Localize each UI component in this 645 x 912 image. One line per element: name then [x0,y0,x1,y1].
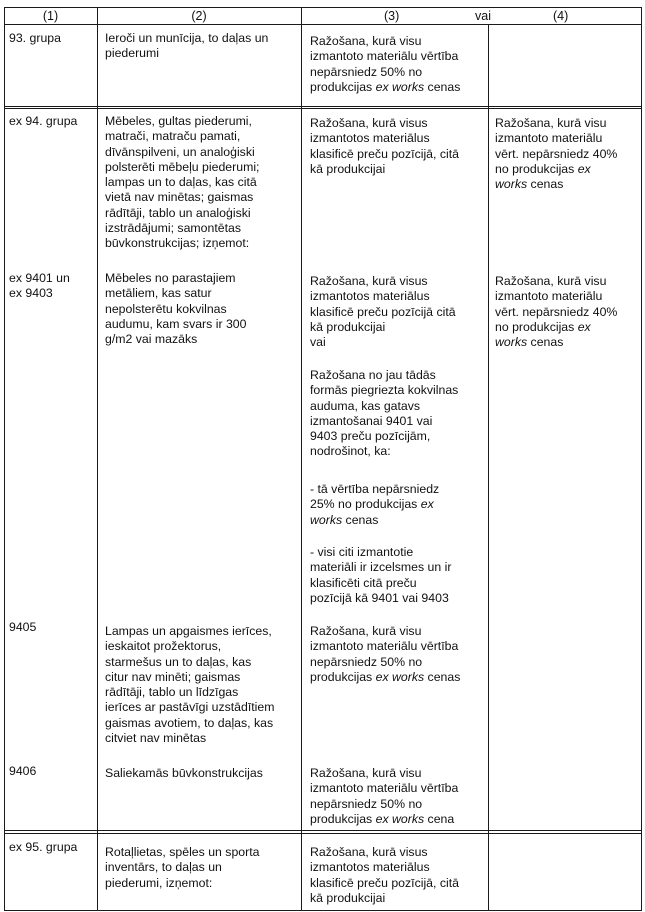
col-border-3-4 [488,24,489,911]
header-col-1: (1) [42,9,59,23]
rule-text-part: cenas [342,512,379,527]
row-code: 9406 [9,764,37,778]
rule-condition [310,482,486,528]
rule-text-part: - visi citi izmantotie materiāli ir izcelsmes un ir klasificēti citā preču pozīcijā kā 9401 vai 9403 [310,545,452,605]
rule-text [310,766,486,827]
alternative-rule-text [495,116,639,192]
col-border-2-3 [301,7,302,911]
rule-text [310,34,486,95]
row-description: Rotaļlietas, spēles un sporta inventārs, to daļas un piederumi, izņemot: [105,845,260,890]
row-code: 9405 [9,620,37,634]
rule-text-part: cena [424,811,455,826]
row-code: 93. grupa [9,31,61,45]
row-description: Mēbeles no parastajiem metāliem, kas satur nepolsterētu kokvilnas audumu, kam svars ir 300 g/m2 vai mazāks [105,271,247,347]
row-separator [4,833,642,834]
col-border-right [641,7,642,911]
row-code: ex 94. grupa [9,114,78,128]
rule-text-italic: ex works [495,319,591,350]
alternative-rule-text [495,274,639,350]
rule-text-italic: ex works [375,669,425,684]
col-border-1-2 [97,7,98,911]
rule-text [310,368,486,460]
header-col-4: (4) [553,9,569,23]
rule-condition [310,545,486,606]
row-separator [4,106,642,107]
rule-text-part: cenas [424,79,461,94]
row-code: ex 95. grupa [9,840,78,854]
rule-text-part: cenas [527,335,564,350]
rule-text-part: Ražošana, kurā visu izmantoto materiālu vērtība nepārsniedz 50% no produkcijas [310,766,459,826]
header-vai: vai [475,9,491,23]
header-col-2: (2) [191,9,207,23]
row-description: Mēbeles, gultas piederumi, matrači, matraču pamati, dīvānspilveni, un analoģiski polsterēti mēbeļu piederumi; lampas un to daļas, kas citā vietā nav minētas; gaismas rādītāji, tablo un analoģiski izstrādājumi; samontētas būvkonstrukcijas; izņemot: [105,114,260,251]
header-col-3: (3) [384,9,400,23]
rule-text-italic: ex works [375,79,425,94]
rule-text [310,116,486,177]
row-description: Ieroči un munīcija, to daļas un piederumi [105,31,269,61]
rule-text-part: cenas [424,669,461,684]
rule-text-part: Ražošana, kurā visu izmantoto materiālu vērtība nepārsniedz 50% no produkcijas [310,624,459,684]
rule-text-part: cenas [527,177,564,192]
rule-text-part: Ražošana, kurā visu izmantoto materiālu vērt. nepārsniedz 40% no produkcijas [495,116,618,176]
row-code: ex 9401 un ex 9403 [9,271,70,301]
table-bottom-border [4,910,642,911]
rule-text-part: - tā vērtība nepārsniedz 25% no produkcijas [310,482,440,512]
rule-text-part: Ražošana, kurā visu izmantoto materiālu vērt. nepārsniedz 40% no produkcijas [495,274,618,334]
header-bottom-border [4,24,642,25]
row-description: Saliekamās būvkonstrukcijas [105,766,263,780]
rule-text [310,274,486,350]
row-description: Lampas un apgaismes ierīces, ieskaitot prožektorus, starmešus un to daļas, kas citur nav minēti; gaismas rādītāji, tablo un līdzīgas ierīces ar pastāvīgi uzstādītiem gaismas avotiem, to daļas, kas citviet nav minētas [105,624,275,746]
rule-text-part: Ražošana, kurā visus izmantotos materiālus klasificē preču pozīcijā, citā kā produkcijai [310,116,459,176]
rule-text-part: Ražošana, kurā visu izmantoto materiālu vērtība nepārsniedz 50% no produkcijas [310,34,459,94]
rule-text-part: Ražošana no jau tādās formās piegriezta kokvilnas auduma, kas gatavs izmantošanai 9401 vai 9403 preču pozīcijām, nodrošinot, ka: [310,368,459,459]
rule-text-italic: ex works [375,811,425,826]
rule-text [310,845,486,906]
rule-text [310,624,486,685]
col-border-left [4,7,5,911]
rule-text-italic: ex works [495,161,591,192]
rule-text-part: Ražošana, kurā visus izmantotos materiālus klasificē preču pozīcijā, citā kā produkcijai [310,845,459,905]
row-separator [4,830,642,831]
rule-text-part: Ražošana, kurā visus izmantotos materiālus klasificē preču pozīcijā citā kā produkcijai vai [310,274,456,350]
rule-text-italic: ex works [310,497,434,527]
row-separator [4,108,642,109]
